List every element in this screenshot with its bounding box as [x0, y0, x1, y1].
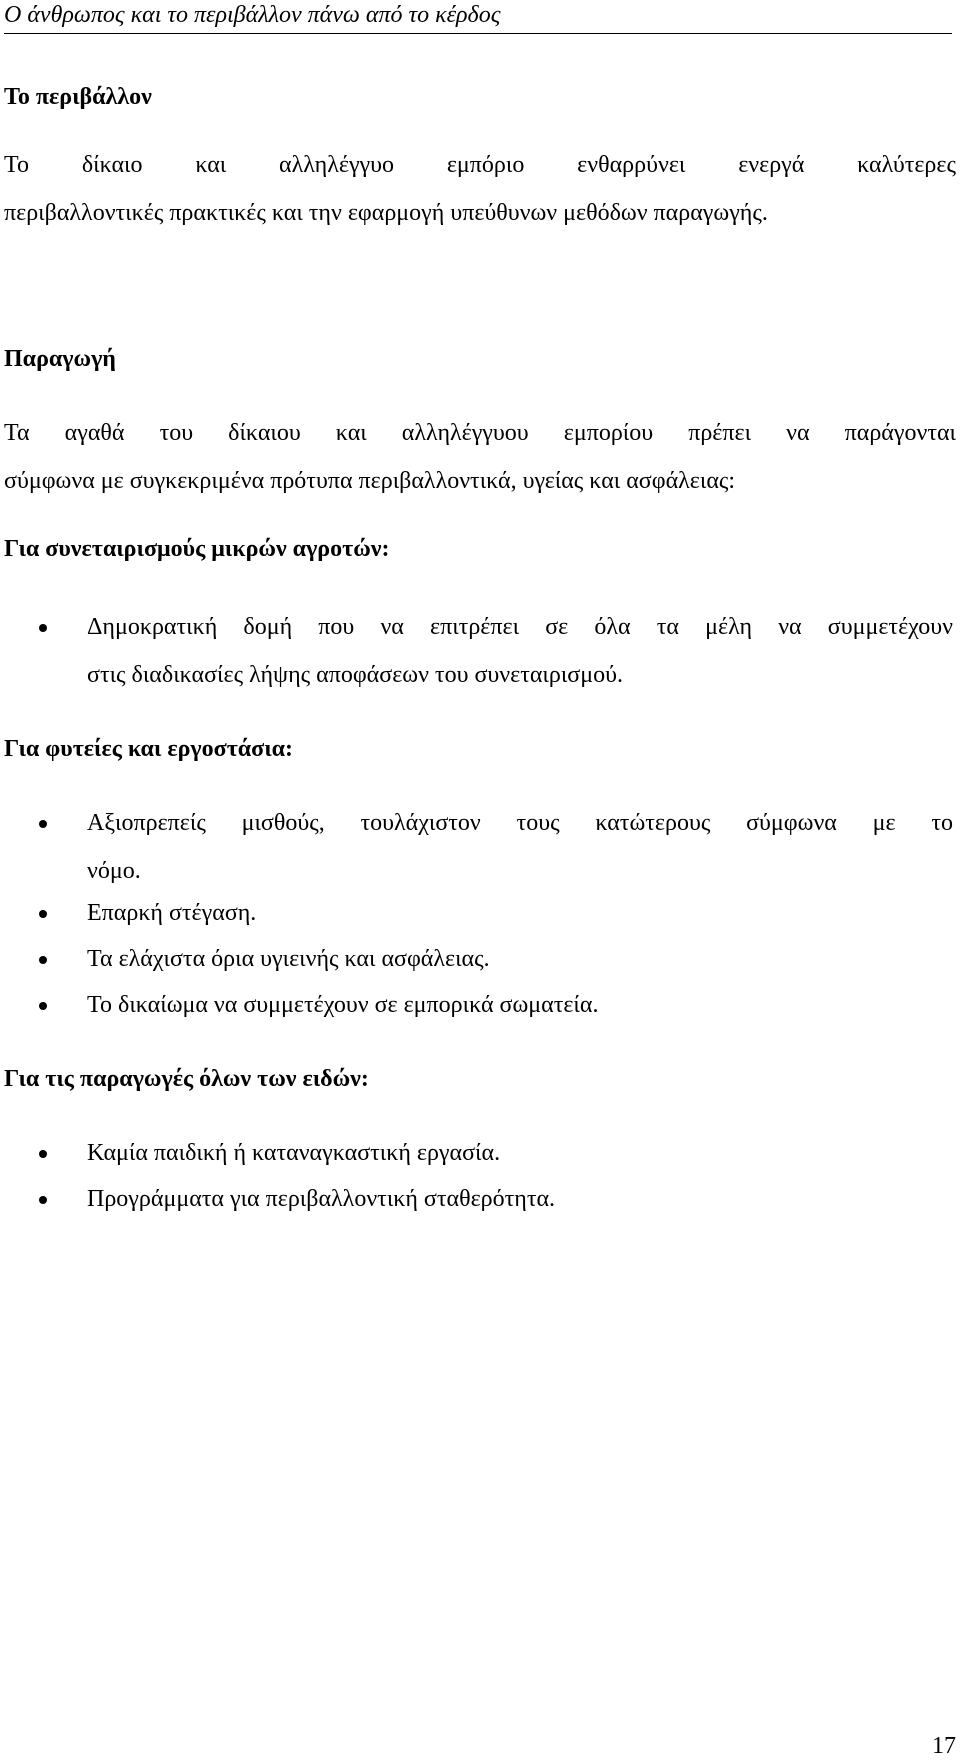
subsection-heading-cooperatives: Για συνεταιρισμούς μικρών αγροτών: [4, 536, 390, 562]
list-item [0, 1184, 960, 1214]
paragraph-line: Το δίκαιο και αλληλέγγυο εμπόριο ενθαρρύνει ενεργά καλύτερες [4, 152, 956, 178]
bullet-icon [39, 820, 47, 828]
list-item-text: Το δικαίωμα να συμμετέχουν σε εμπορικά σωματεία. [87, 992, 599, 1018]
bullet-icon [39, 1002, 47, 1010]
list-item [0, 1138, 960, 1168]
bullet-icon [39, 956, 47, 964]
list-item-text: Επαρκή στέγαση. [87, 900, 257, 926]
list-item [0, 808, 960, 838]
running-header: Ο άνθρωπος και το περιβάλλον πάνω από το κέρδος [4, 0, 952, 34]
list-item-text: Τα ελάχιστα όρια υγιεινής και ασφάλειας. [87, 946, 490, 972]
list-item [0, 990, 960, 1020]
paragraph-line: σύμφωνα με συγκεκριμένα πρότυπα περιβαλλοντικά, υγείας και ασφάλειας: [4, 468, 736, 494]
list-item-text-continued: νόμο. [87, 858, 141, 884]
bullet-icon [39, 1150, 47, 1158]
subsection-heading-plants: Για φυτείες και εργοστάσια: [4, 736, 294, 762]
subsection-heading-all-products: Για τις παραγωγές όλων των ειδών: [4, 1066, 369, 1092]
paragraph-line: Τα αγαθά του δίκαιου και αλληλέγγυου εμπορίου πρέπει να παράγονται [4, 420, 956, 446]
section-heading-environment: Το περιβάλλον [4, 84, 152, 110]
section-heading-production: Παραγωγή [4, 346, 116, 372]
bullet-icon [39, 1196, 47, 1204]
list-item [0, 944, 960, 974]
paragraph-line: περιβαλλοντικές πρακτικές και την εφαρμογή υπεύθυνων μεθόδων παραγωγής. [4, 200, 768, 226]
list-item [0, 612, 960, 642]
list-item-text: Καμία παιδική ή καταναγκαστική εργασία. [87, 1140, 501, 1166]
list-item-text: Προγράμματα για περιβαλλοντική σταθερότητα. [87, 1186, 556, 1212]
bullet-icon [39, 624, 47, 632]
bullet-icon [39, 910, 47, 918]
list-item-text: Δημοκρατική δομή που να επιτρέπει σε όλα τα μέλη να συμμετέχουν [87, 614, 953, 640]
list-item-text-continued: στις διαδικασίες λήψης αποφάσεων του συνεταιρισμού. [87, 662, 623, 688]
list-item [0, 898, 960, 928]
list-item-text: Αξιοπρεπείς μισθούς, τουλάχιστον τους κατώτερους σύμφωνα με το [87, 810, 953, 836]
page-number: 17 [932, 1733, 956, 1759]
